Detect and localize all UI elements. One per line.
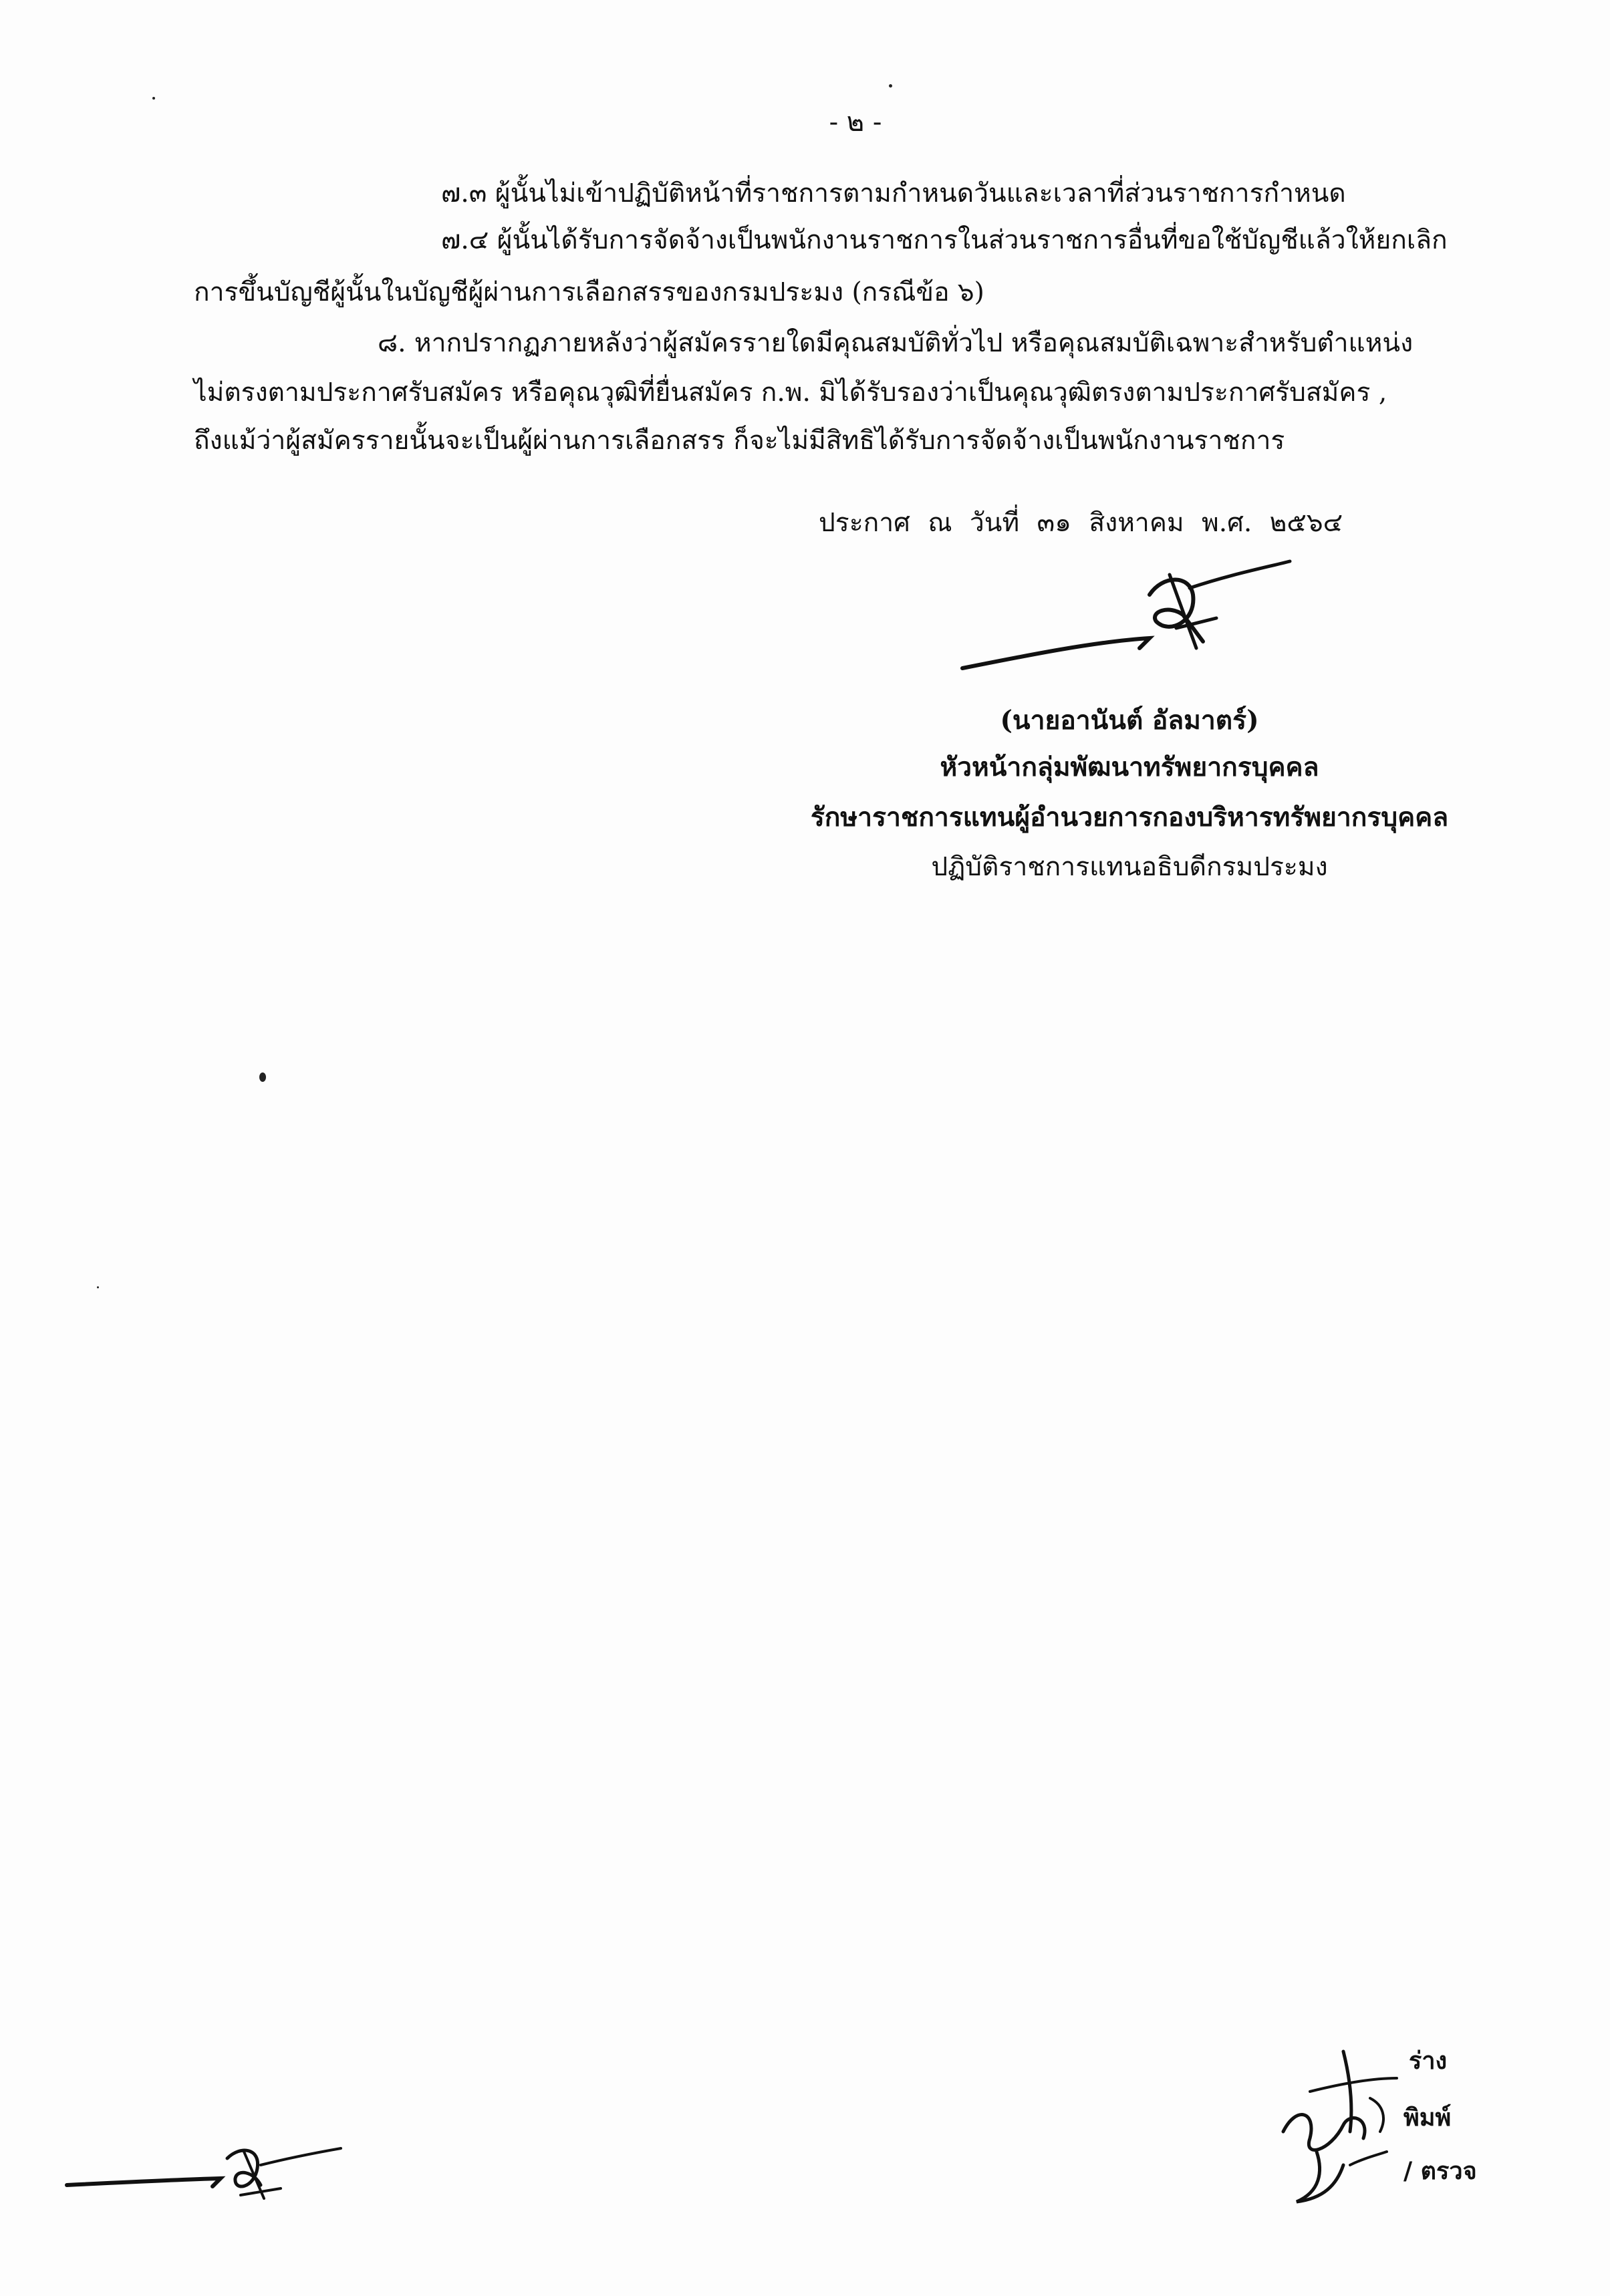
clerk-tag-draft: ร่าง (1409, 2047, 1448, 2075)
scan-speck (97, 1286, 99, 1288)
page-number: - ๒ - (829, 107, 882, 138)
signer-title-1: หัวหน้ากลุ่มพัฒนาทรัพยากรบุคคล (940, 752, 1319, 782)
signer-name: (นายอานันต์ อัลมาตร์) (1000, 705, 1259, 736)
scan-speck (259, 1072, 266, 1082)
clause-7-3: ๗.๓ ผู้นั้นไม่เข้าปฏิบัติหน้าที่ราชการตามกำหนดวันและเวลาที่ส่วนราชการกำหนด (441, 178, 1346, 208)
clerk-tag-print: พิมพ์ (1403, 2104, 1452, 2132)
signature-initial (60, 2138, 348, 2218)
signature-main (949, 548, 1297, 702)
clause-8-continued-1: ไม่ตรงตามประกาศรับสมัคร หรือคุณวุฒิที่ยื่นสมัคร ก.พ. มิได้รับรองว่าเป็นคุณวุฒิตรงตามประกาศรับสมัคร , (194, 378, 1387, 408)
signer-title-2: รักษาราชการแทนผู้อำนวยการกองบริหารทรัพยากรบุคคล (810, 802, 1449, 833)
clause-8: ๘. หากปรากฏภายหลังว่าผู้สมัครรายใดมีคุณสมบัติทั่วไป หรือคุณสมบัติเฉพาะสำหรับตำแหน่ง (378, 328, 1414, 358)
scan-speck (152, 97, 155, 100)
signer-title-3: ปฏิบัติราชการแทนอธิบดีกรมประมง (931, 852, 1328, 882)
clause-7-4: ๗.๔ ผู้นั้นได้รับการจัดจ้างเป็นพนักงานราชการในส่วนราชการอื่นที่ขอใช้บัญชีแล้วให้ยกเลิก (441, 225, 1448, 255)
clause-7-4-continued: การขึ้นบัญชีผู้นั้นในบัญชีผู้ผ่านการเลือกสรรของกรมประมง (กรณีข้อ ๖) (194, 277, 984, 307)
signature-clerk (1270, 2038, 1417, 2212)
clause-8-continued-2: ถึงแม้ว่าผู้สมัครรายนั้นจะเป็นผู้ผ่านการเลือกสรร ก็จะไม่มีสิทธิได้รับการจัดจ้างเป็นพนักงานราชการ (194, 426, 1285, 456)
scan-speck (889, 84, 892, 88)
clerk-tag-check: / ตรวจ (1403, 2157, 1477, 2185)
announcement-date: ประกาศ ณ วันที่ ๓๑ สิงหาคม พ.ศ. ๒๕๖๔ (819, 508, 1343, 538)
